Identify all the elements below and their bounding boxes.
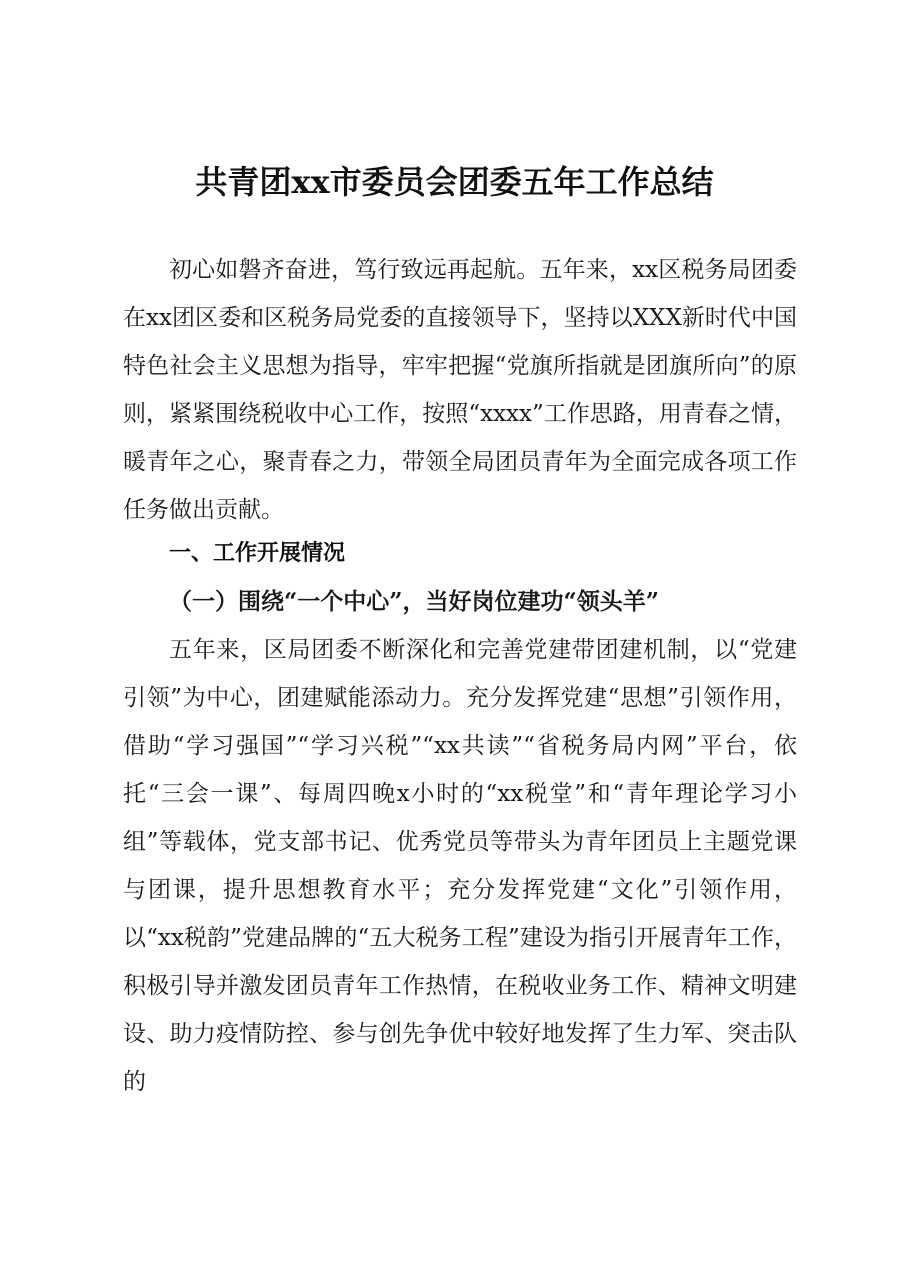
body-paragraph: 五年来，区局团委不断深化和完善党建带团建机制，以“党建引领”为中心，团建赋能添动力。充分发挥党建“思想”引领作用，借助“学习强国”“学习兴税”“xx共读”“省税务局内网”平台，依托“三会一课”、每周四晚x小时的“xx税堂”和“青年理论学习小组”等载体，党支部书记、优秀党员等带头为青年团员上主题党课与团课，提升思想教育水平；充分发挥党建“文化”引领作用，以“xx税韵”党建品牌的“五大税务工程”建设为指引开展青年工作，积极引导并激发团员青年工作热情，在税收业务工作、精神文明建设、助力疫情防控、参与创先争优中较好地发挥了生力军、突击队的: [123, 637, 797, 1095]
subsection-heading: （一）围绕“一个中心”，当好岗位建功“领头羊”: [169, 588, 659, 615]
section-heading: 一、工作开展情况: [169, 541, 346, 566]
document-title: 共青团xx市委员会团委五年工作总结: [195, 163, 714, 201]
intro-paragraph: 初心如磐齐奋进，笃行致远再起航。五年来，xx区税务局团委在xx团区委和区税务局党委的直接领导下，坚持以XXX新时代中国特色社会主义思想为指导，牢牢把握“党旗所指就是团旗所向”的原则，紧紧围绕税收中心工作，按照“xxxx”工作思路，用青春之情，暖青年之心，聚青春之力，带领全局团员青年为全面完成各项工作任务做出贡献。: [123, 257, 797, 523]
